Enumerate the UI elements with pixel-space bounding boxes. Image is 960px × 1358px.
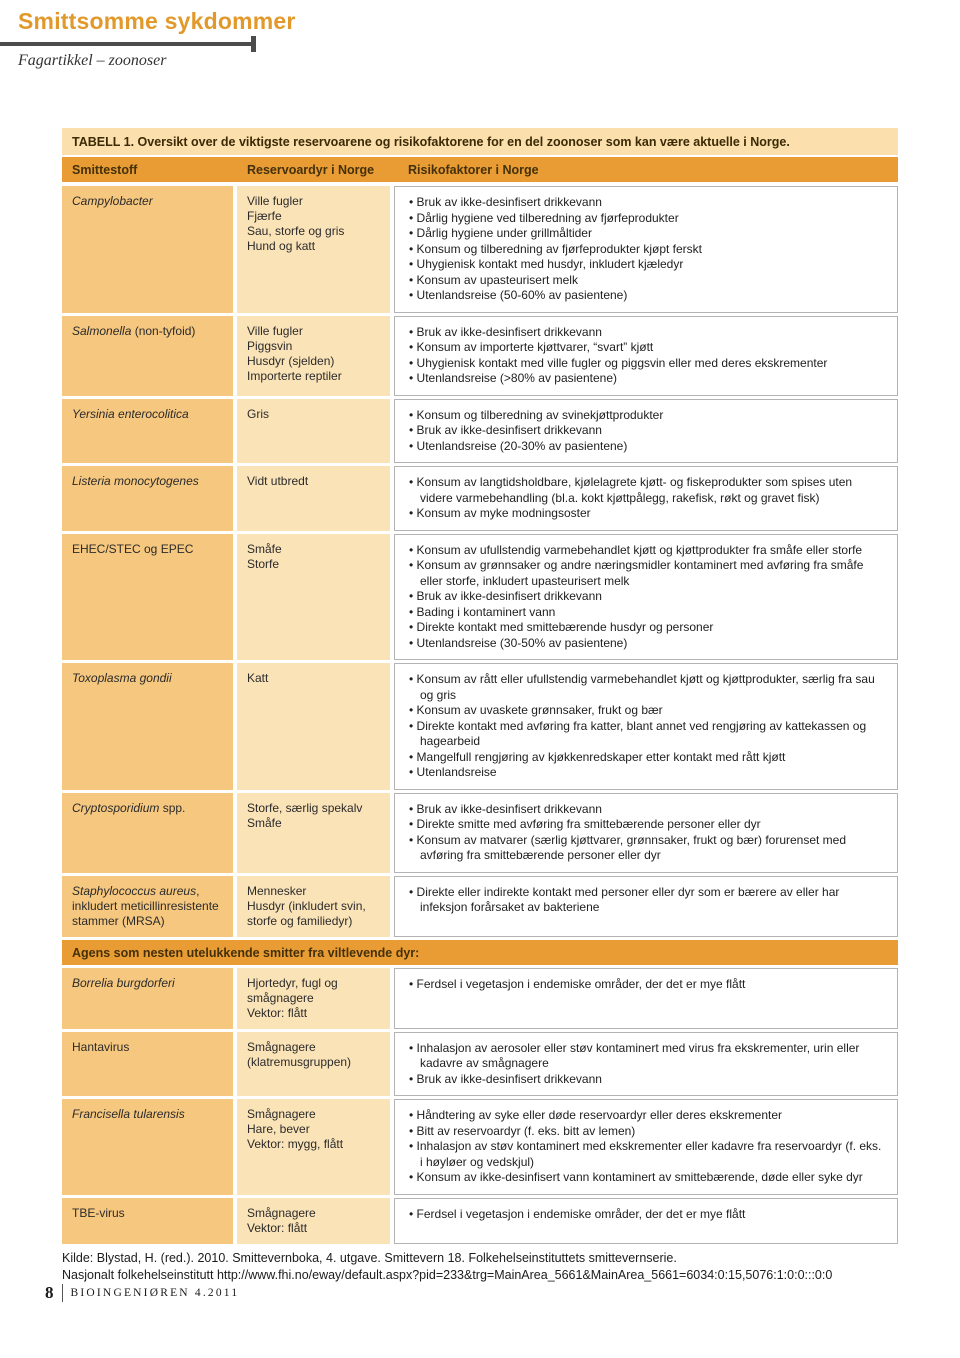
reservoir-line: Småfe	[247, 541, 282, 556]
table-body-wildlife	[62, 968, 898, 1244]
risk-item: • Utenlandsreise (50-60% av pasientene)	[409, 288, 887, 304]
cell-smittestoff	[62, 1198, 233, 1244]
risk-item: • Dårlig hygiene under grillmåltider	[409, 226, 887, 242]
table-row	[62, 316, 898, 396]
table-section-header: Agens som nesten utelukkende smitter fra viltlevende dyr:	[62, 940, 898, 965]
table-row	[62, 1198, 898, 1244]
risk-item: • Inhalasjon av aerosoler eller støv kontaminert med virus fra ekskrementer, urin eller kadavre av smågnagere	[409, 1041, 887, 1072]
table-header-row	[62, 157, 898, 182]
risk-item: • Bruk av ikke-desinfisert drikkevann	[409, 195, 887, 211]
cell-reservoardyr	[237, 663, 390, 790]
risk-item: • Mangelfull rengjøring av kjøkkenredskaper etter kontakt med rått kjøtt	[409, 750, 887, 766]
reservoir-line: Småfe	[247, 815, 282, 830]
cell-smittestoff	[62, 793, 233, 873]
reservoir-line: Ville fugler	[247, 323, 303, 338]
reservoir-line: Vektor: mygg, flått	[247, 1137, 344, 1151]
risk-item: • Ferdsel i vegetasjon i endemiske områder, der det er mye flått	[409, 977, 887, 993]
agent-name-plain: Hantavirus	[72, 1039, 130, 1054]
zoonoses-table	[62, 128, 898, 1284]
risk-item: • Direkte smitte med avføring fra smittebærende personer eller dyr	[409, 817, 887, 833]
cell-smittestoff	[62, 1099, 233, 1195]
risk-item: • Dårlig hygiene ved tilberedning av fjørfeprodukter	[409, 211, 887, 227]
column-header-smittestoff: Smittestoff	[72, 163, 138, 177]
risk-item: • Utenlandsreise	[409, 765, 887, 781]
risk-item: • Utenlandsreise (30-50% av pasientene)	[409, 636, 887, 652]
risk-item: • Håndtering av syke eller døde reservoardyr eller deres ekskrementer	[409, 1108, 887, 1124]
risk-item: • Konsum og tilberedning av svinekjøttprodukter	[409, 408, 887, 424]
agent-name-plain: (non-tyfoid)	[131, 323, 196, 338]
table-body-domestic	[62, 186, 898, 937]
agent-name-italic: Francisella tularensis	[72, 1107, 185, 1121]
risk-item: • Konsum og tilberedning av fjørfeprodukter kjøpt ferskt	[409, 242, 887, 258]
reservoir-line: Husdyr (inkludert svin, storfe og familiedyr)	[247, 898, 366, 928]
risk-list	[409, 195, 887, 304]
agent-name-plain: TBE-virus	[72, 1205, 125, 1220]
risk-list	[409, 475, 887, 522]
reservoir-line: Hare, bever	[247, 1122, 310, 1136]
cell-risikofaktorer	[394, 186, 898, 313]
risk-list	[409, 1041, 887, 1088]
reservoir-line: Storfe, særlig spekalv	[247, 800, 363, 815]
reservoir-line: Sau, storfe og gris	[247, 224, 345, 238]
column-header-reservoardyr: Reservoardyr i Norge	[247, 163, 375, 177]
table-row	[62, 1099, 898, 1195]
cell-smittestoff	[62, 1032, 233, 1097]
cell-smittestoff	[62, 663, 233, 790]
reservoir-line: Gris	[247, 406, 269, 421]
risk-list	[409, 408, 887, 455]
cell-smittestoff	[62, 534, 233, 661]
reservoir-line: Vektor: flått	[247, 1220, 308, 1235]
risk-list	[409, 977, 887, 993]
cell-reservoardyr	[237, 793, 390, 873]
risk-item: • Konsum av ikke-desinfisert vann kontaminert av smittebærende, døde eller syke dyr	[409, 1170, 887, 1186]
risk-item: • Bruk av ikke-desinfisert drikkevann	[409, 1072, 887, 1088]
cell-reservoardyr	[237, 968, 390, 1029]
risk-item: • Bruk av ikke-desinfisert drikkevann	[409, 423, 887, 439]
table-row	[62, 663, 898, 790]
cell-risikofaktorer	[394, 316, 898, 396]
agent-name-italic: Cryptosporidium	[72, 800, 160, 815]
table-row	[62, 793, 898, 873]
reservoir-line: Importerte reptiler	[247, 368, 342, 383]
table-source	[62, 1250, 898, 1284]
risk-item: • Konsum av ufullstendig varmebehandlet kjøtt og kjøttprodukter fra småfe eller storfe	[409, 543, 887, 559]
reservoir-line: Hjortedyr, fugl og smågnagere	[247, 975, 338, 1005]
header-rule	[0, 42, 256, 46]
cell-smittestoff	[62, 316, 233, 396]
agent-name-italic: Staphylococcus aureus	[72, 883, 197, 898]
cell-reservoardyr	[237, 399, 390, 464]
risk-item: • Bruk av ikke-desinfisert drikkevann	[409, 589, 887, 605]
page-title: Smittsomme sykdommer	[18, 8, 296, 34]
reservoir-line: Mennesker	[247, 883, 307, 898]
risk-item: • Konsum av myke modningsoster	[409, 506, 887, 522]
table-row	[62, 466, 898, 531]
cell-risikofaktorer	[394, 968, 898, 1029]
risk-item: • Ferdsel i vegetasjon i endemiske områder, der det er mye flått	[409, 1207, 887, 1223]
risk-item: • Bruk av ikke-desinfisert drikkevann	[409, 325, 887, 341]
risk-list	[409, 885, 887, 916]
table-row	[62, 876, 898, 937]
risk-item: • Konsum av importerte kjøttvarer, “svart” kjøtt	[409, 340, 887, 356]
reservoir-line: Vidt utbredt	[247, 474, 309, 488]
footer-divider	[62, 1284, 63, 1302]
risk-item: • Konsum av matvarer (særlig kjøttvarer, grønnsaker, frukt og bær) forurenset med avføring fra smittebærende personer eller dyr	[409, 833, 887, 864]
risk-list	[409, 1207, 887, 1223]
cell-reservoardyr	[237, 316, 390, 396]
agent-name-italic: Yersinia enterocolitica	[72, 406, 189, 421]
risk-item: • Direkte kontakt med avføring fra katter, blant annet ved rengjøring av kattekassen og hagearbeid	[409, 719, 887, 750]
cell-reservoardyr	[237, 534, 390, 661]
table-row	[62, 399, 898, 464]
reservoir-line: Smågnagere	[247, 1205, 316, 1220]
reservoir-line: Smågnagere	[247, 1107, 316, 1121]
risk-item: • Utenlandsreise (>80% av pasientene)	[409, 371, 887, 387]
cell-risikofaktorer	[394, 534, 898, 661]
reservoir-line: Storfe	[247, 556, 280, 571]
risk-list	[409, 672, 887, 781]
risk-item: • Bruk av ikke-desinfisert drikkevann	[409, 802, 887, 818]
risk-item: • Utenlandsreise (20-30% av pasientene)	[409, 439, 887, 455]
agent-name-italic: Listeria monocytogenes	[72, 474, 199, 488]
cell-risikofaktorer	[394, 663, 898, 790]
cell-risikofaktorer	[394, 1032, 898, 1097]
agent-name-plain: spp.	[159, 800, 186, 815]
risk-item: • Bading i kontaminert vann	[409, 605, 887, 621]
agent-name-italic: Borrelia burgdorferi	[72, 975, 175, 990]
page-number: 8	[45, 1283, 54, 1302]
table-title: TABELL 1. Oversikt over de viktigste reservoarene og risikofaktorene for en del zoonoser som kan være aktuelle i Norge.	[62, 128, 898, 155]
reservoir-line: Piggsvin	[247, 338, 293, 353]
risk-item: • Direkte eller indirekte kontakt med personer eller dyr som er bærere av eller har infeksjon forårsaket av bakteriene	[409, 885, 887, 916]
cell-risikofaktorer	[394, 876, 898, 937]
cell-smittestoff	[62, 466, 233, 531]
table-row	[62, 968, 898, 1029]
reservoir-line: Katt	[247, 671, 269, 685]
risk-item: • Konsum av uvaskete grønnsaker, frukt og bær	[409, 703, 887, 719]
risk-item: • Konsum av upasteurisert melk	[409, 273, 887, 289]
masthead	[0, 0, 400, 70]
reservoir-line: Husdyr (sjelden)	[247, 353, 335, 368]
risk-list	[409, 325, 887, 387]
risk-list	[409, 802, 887, 864]
column-header-risikofaktorer: Risikofaktorer i Norge	[408, 163, 539, 177]
cell-risikofaktorer	[394, 1198, 898, 1244]
page-subtitle: Fagartikkel – zoonoser	[18, 52, 167, 69]
agent-name-italic: Campylobacter	[72, 194, 153, 208]
cell-risikofaktorer	[394, 466, 898, 531]
agent-name-italic: Salmonella	[72, 323, 132, 338]
risk-item: • Direkte kontakt med smittebærende husdyr og personer	[409, 620, 887, 636]
journal-name: BIOINGENIØREN 4.2011	[70, 1287, 240, 1299]
cell-risikofaktorer	[394, 793, 898, 873]
agent-name-plain: EHEC/STEC og EPEC	[72, 541, 194, 556]
table-row	[62, 1032, 898, 1097]
cell-reservoardyr	[237, 1198, 390, 1244]
cell-reservoardyr	[237, 876, 390, 937]
risk-item: • Bitt av reservoardyr (f. eks. bitt av lemen)	[409, 1124, 887, 1140]
cell-smittestoff	[62, 399, 233, 464]
risk-item: • Konsum av langtidsholdbare, kjølelagrete kjøtt- og fiskeprodukter som spises uten videre varmebehandling (bl.a. kokt kjøttpålegg, rakefisk, røkt og gravet fisk)	[409, 475, 887, 506]
cell-smittestoff	[62, 968, 233, 1029]
reservoir-line: Vektor: flått	[247, 1005, 308, 1020]
cell-reservoardyr	[237, 1099, 390, 1195]
header-rule-tick	[251, 36, 256, 52]
risk-item: • Uhygienisk kontakt med ville fugler og piggsvin eller med deres ekskrementer	[409, 356, 887, 372]
reservoir-line: Fjærfe	[247, 209, 282, 223]
table-row	[62, 186, 898, 313]
agent-name-plain: , inkludert meticillinresistente stammer (MRSA)	[72, 883, 219, 928]
risk-item: • Inhalasjon av støv kontaminert med ekskrementer eller kadavre fra reservoardyr (f. eks. i høyløer og vedskjul)	[409, 1139, 887, 1170]
cell-reservoardyr	[237, 1032, 390, 1097]
source-line-2: Nasjonalt folkehelseinstitutt http://www.fhi.no/eway/default.aspx?pid=233&trg=MainArea_5661&MainArea_5661=6034:0:15,5076:1:0:0:::0:0	[62, 1267, 833, 1282]
risk-list	[409, 1108, 887, 1186]
cell-reservoardyr	[237, 186, 390, 313]
cell-smittestoff	[62, 876, 233, 937]
risk-item: • Konsum av rått eller ufullstendig varmebehandlet kjøtt og kjøttprodukter, særlig fra sau og gris	[409, 672, 887, 703]
reservoir-line: Hund og katt	[247, 239, 316, 253]
cell-risikofaktorer	[394, 399, 898, 464]
cell-reservoardyr	[237, 466, 390, 531]
page-footer	[45, 1283, 239, 1303]
cell-smittestoff	[62, 186, 233, 313]
risk-list	[409, 543, 887, 652]
agent-name-italic: Toxoplasma gondii	[72, 671, 172, 685]
cell-risikofaktorer	[394, 1099, 898, 1195]
table-row	[62, 534, 898, 661]
reservoir-line: Smågnagere (klatremusgruppen)	[247, 1039, 352, 1069]
reservoir-line: Ville fugler	[247, 194, 303, 208]
source-line-1: Kilde: Blystad, H. (red.). 2010. Smittevernboka, 4. utgave. Smittevern 18. Folkehelseinstituttets smittevernserie.	[62, 1250, 677, 1265]
risk-item: • Konsum av grønnsaker og andre næringsmidler kontaminert med avføring fra småfe eller storfe, inkludert upasteurisert melk	[409, 558, 887, 589]
risk-item: • Uhygienisk kontakt med husdyr, inkludert kjæledyr	[409, 257, 887, 273]
